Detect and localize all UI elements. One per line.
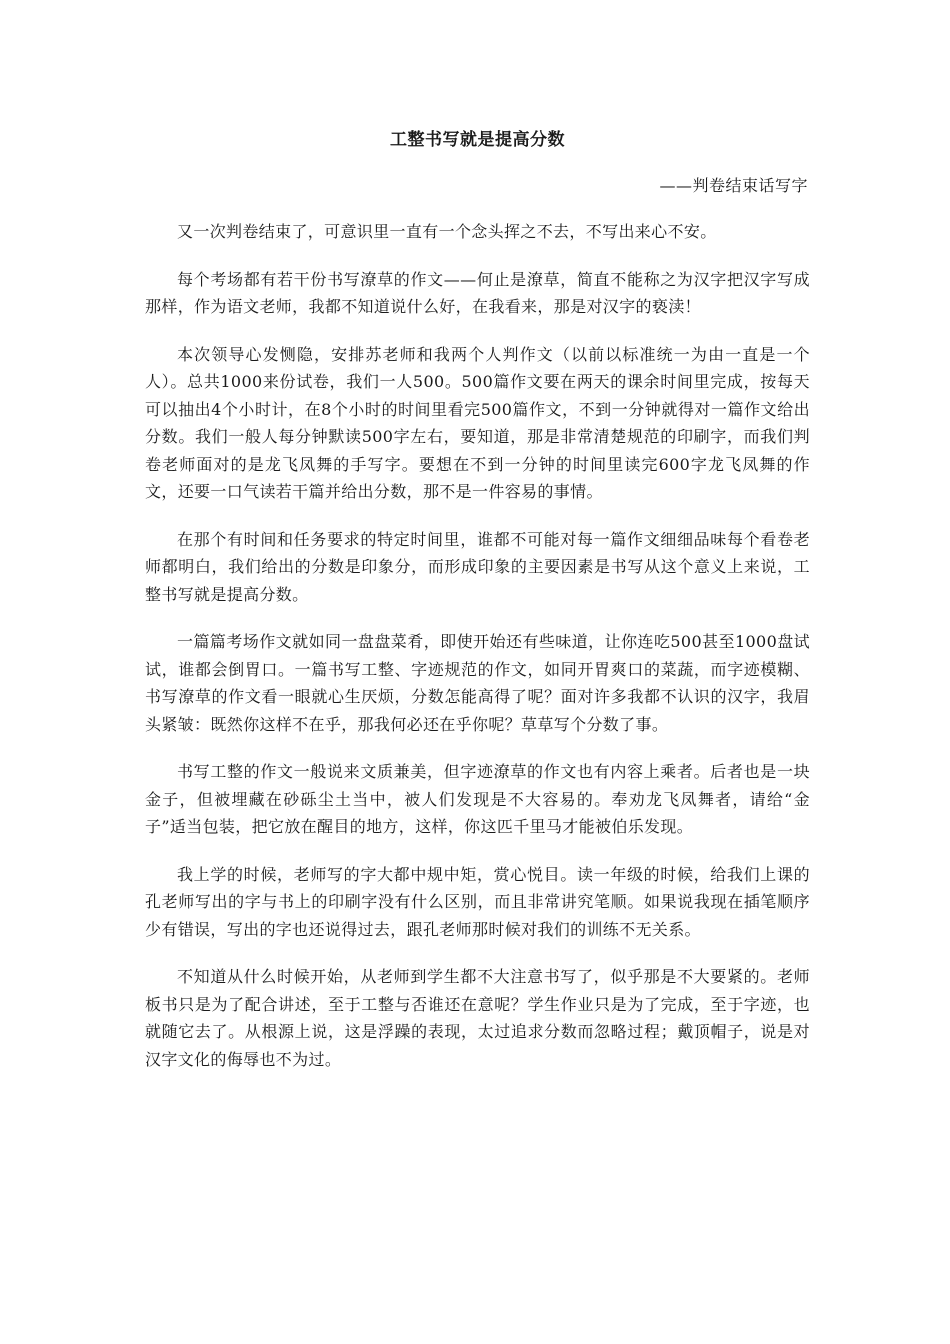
paragraph-5: 一篇篇考场作文就如同一盘盘菜肴，即使开始还有些味道，让你连吃500甚至1000盘试试，谁都会倒胃口。一篇书写工整、字迹规范的作文，如同开胃爽口的菜蔬，而字迹模糊、书写潦草的作文看一眼就心生厌烦，分数怎能高得了呢？面对许多我都不认识的汉字，我眉头紧皱：既然你这样不在乎，那我何必还在乎你呢？草草写个分数了事。 <box>145 632 810 734</box>
document-body <box>145 218 810 1093</box>
paragraph-3: 本次领导心发恻隐，安排苏老师和我两个人判作文（以前以标准统一为由一直是一个人）。总共1000来份试卷，我们一人500。500篇作文要在两天的课余时间里完成，按每天可以抽出4个小时计，在8个小时的时间里看完500篇作文，不到一分钟就得对一篇作文给出分数。我们一般人每分钟默读500字左右，要知道，那是非常清楚规范的印刷字，而我们判卷老师面对的是龙飞凤舞的手写字。要想在不到一分钟的时间里读完600字龙飞凤舞的作文，还要一口气读若干篇并给出分数，那不是一件容易的事情。 <box>145 344 810 501</box>
paragraph-1: 又一次判卷结束了，可意识里一直有一个念头挥之不去，不写出来心不安。 <box>177 222 717 241</box>
document-subtitle: ——判卷结束话写字 <box>659 176 808 195</box>
paragraph-8: 不知道从什么时候开始，从老师到学生都不大注意书写了，似乎那是不大要紧的。老师板书只是为了配合讲述，至于工整与否谁还在意呢？学生作业只是为了完成，至于字迹，也就随它去了。从根源上说，这是浮躁的表现，太过追求分数而忽略过程；戴顶帽子，说是对汉字文化的侮辱也不为过。 <box>145 967 810 1069</box>
paragraph-7: 我上学的时候，老师写的字大都中规中矩，赏心悦目。读一年级的时候，给我们上课的孔老师写出的字与书上的印刷字没有什么区别，而且非常讲究笔顺。如果说我现在插笔顺序少有错误，写出的字也还说得过去，跟孔老师那时候对我们的训练不无关系。 <box>145 864 810 939</box>
paragraph-4: 在那个有时间和任务要求的特定时间里，谁都不可能对每一篇作文细细品味每个看卷老师都明白，我们给出的分数是印象分，而形成印象的主要因素是书写从这个意义上来说，工整书写就是提高分数。 <box>145 529 810 604</box>
paragraph-2: 每个考场都有若干份书写潦草的作文——何止是潦草，简直不能称之为汉字把汉字写成那样，作为语文老师，我都不知道说什么好，在我看来，那是对汉字的亵渎！ <box>145 269 810 316</box>
paragraph-6: 书写工整的作文一般说来文质兼美，但字迹潦草的作文也有内容上乘者。后者也是一块金子，但被埋藏在砂砾尘土当中，被人们发现是不大容易的。奉劝龙飞凤舞者，请给“金子”适当包装，把它放在醒目的地方，这样，你这匹千里马才能被伯乐发现。 <box>145 762 810 836</box>
document-title: 工整书写就是提高分数 <box>390 130 565 150</box>
